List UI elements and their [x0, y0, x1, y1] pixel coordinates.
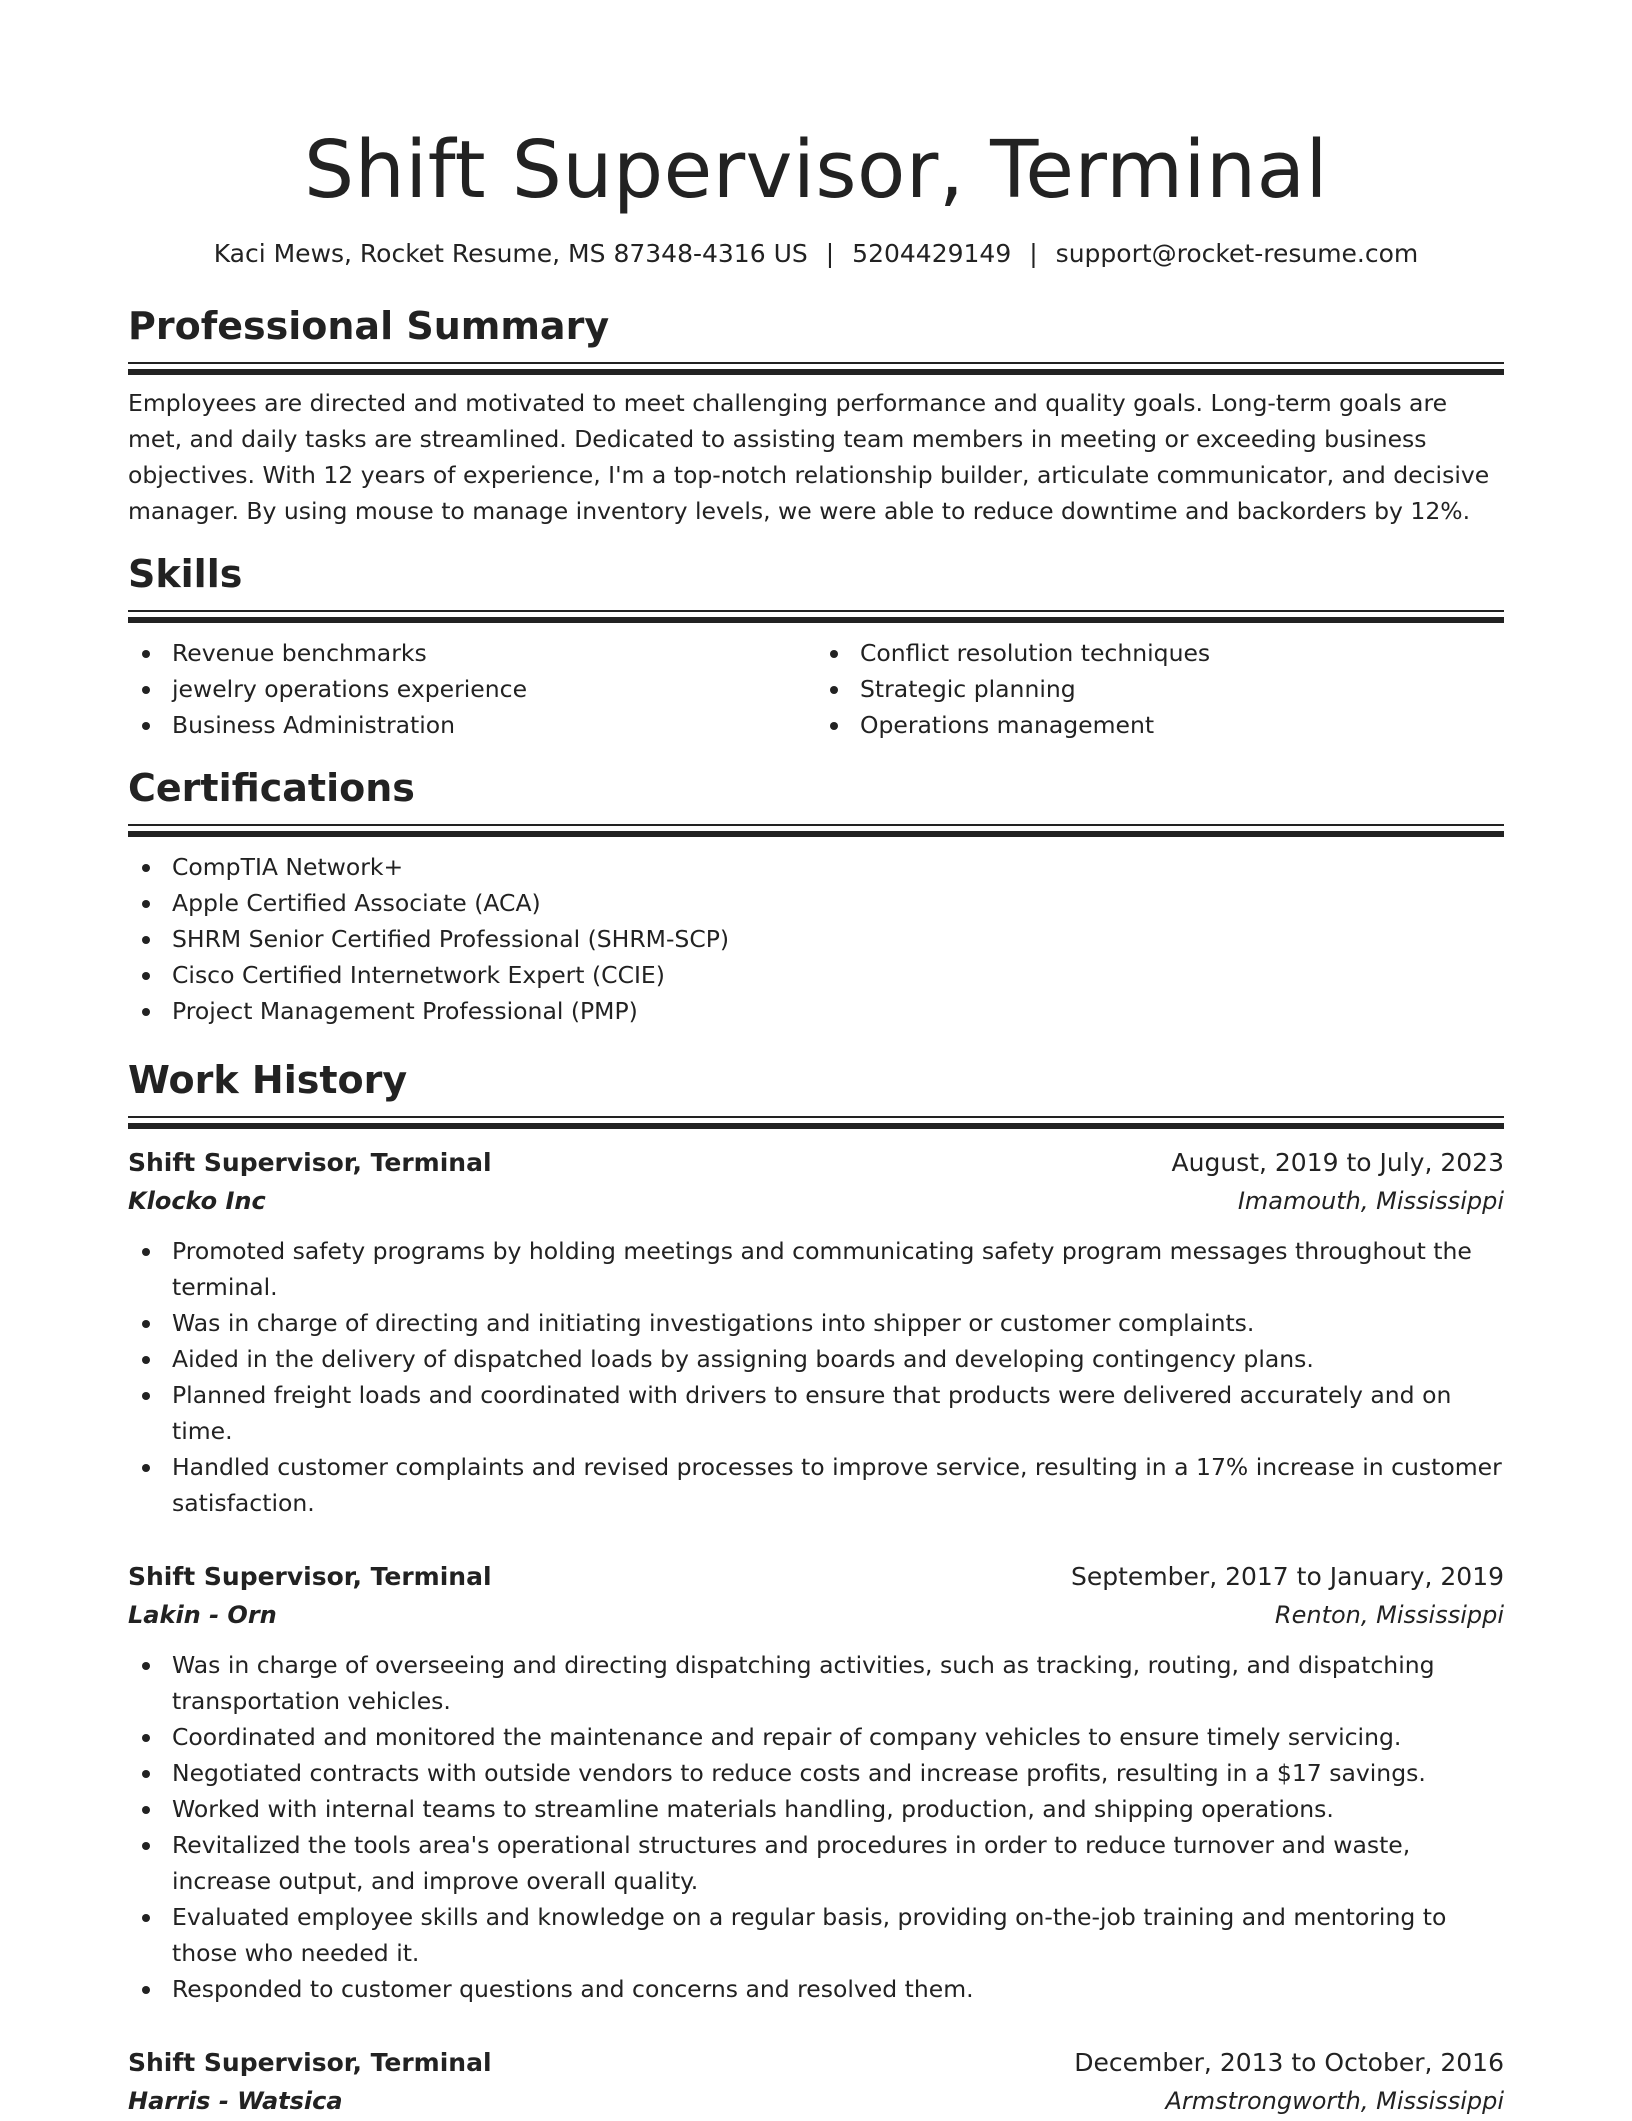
contact-phone: 5204429149: [852, 239, 1012, 268]
certifications-section: [128, 763, 1504, 1029]
contact-email: support@rocket-resume.com: [1055, 239, 1419, 268]
job-company: Harris - Watsica: [128, 2087, 343, 2115]
job-title: Shift Supervisor, Terminal: [128, 2048, 492, 2077]
job-company: Lakin - Orn: [128, 1601, 277, 1629]
job-subheader: [128, 2081, 1504, 2121]
contact-line: [128, 237, 1504, 271]
contact-separator: |: [825, 239, 835, 268]
job-dates: December, 2013 to October, 2016: [1074, 2048, 1504, 2077]
job-bullet: Worked with internal teams to streamline materials handling, production, and shipping operations.: [128, 1791, 1504, 1827]
skill-item: jewelry operations experience: [128, 671, 816, 707]
job-entry: [128, 1559, 1504, 2007]
skills-column-left: [128, 635, 816, 743]
job-bullet: Coordinated and monitored the maintenance and repair of company vehicles to ensure timely servicing.: [128, 1719, 1504, 1755]
certification-item: SHRM Senior Certified Professional (SHRM-SCP): [128, 921, 1504, 957]
certification-item: Apple Certified Associate (ACA): [128, 885, 1504, 921]
skill-item: Revenue benchmarks: [128, 635, 816, 671]
job-bullet: Aided in the delivery of dispatched loads by assigning boards and developing contingency plans.: [128, 1341, 1504, 1377]
skill-item: Operations management: [816, 707, 1504, 743]
job-bullet: Negotiated contracts with outside vendors to reduce costs and increase profits, resulting in a $17 savings.: [128, 1755, 1504, 1791]
skill-item: Business Administration: [128, 707, 816, 743]
job-subheader: [128, 1181, 1504, 1221]
job-entry: [128, 2045, 1504, 2121]
job-bullet: Planned freight loads and coordinated with drivers to ensure that products were delivered accurately and on time.: [128, 1377, 1504, 1449]
summary-text: Employees are directed and motivated to meet challenging performance and quality goals. Long-term goals are met, and daily tasks are streamlined. Dedicated to assisting team members in meeting or exceeding business objectives. With 12 years of experience, I'm a top-notch relationship builder, articulate communicator, and decisive manager. By using mouse to manage inventory levels, we were able to reduce downtime and backorders by 12%.: [128, 389, 1490, 525]
certification-item: Cisco Certified Internetwork Expert (CCIE): [128, 957, 1504, 993]
skills-section: [128, 549, 1504, 743]
job-header: [128, 2045, 1504, 2081]
job-bullet: Was in charge of directing and initiating investigations into shipper or customer complaints.: [128, 1305, 1504, 1341]
job-location: Armstrongworth, Mississippi: [1165, 2087, 1504, 2115]
skill-item: Strategic planning: [816, 671, 1504, 707]
section-title-certifications: Certifications: [128, 766, 415, 810]
job-bullet-list: [128, 1647, 1504, 2007]
job-company: Klocko Inc: [128, 1187, 266, 1215]
job-title: Shift Supervisor, Terminal: [128, 1562, 492, 1591]
job-bullet: Promoted safety programs by holding meetings and communicating safety program messages throughout the terminal.: [128, 1233, 1504, 1305]
job-subheader: [128, 1595, 1504, 1635]
section-title-work-history: Work History: [128, 1058, 408, 1102]
section-title-summary: Professional Summary: [128, 304, 610, 348]
job-title: Shift Supervisor, Terminal: [128, 1148, 492, 1177]
job-bullet: Revitalized the tools area's operational structures and procedures in order to reduce turnover and waste, increase output, and improve overall quality.: [128, 1827, 1504, 1899]
job-entry: [128, 1145, 1504, 1521]
skills-grid: [128, 635, 1504, 743]
work-history-section: [128, 1055, 1504, 2121]
summary-section: [128, 301, 1504, 529]
job-dates: September, 2017 to January, 2019: [1071, 1562, 1504, 1591]
section-divider: [128, 824, 1504, 837]
job-dates: August, 2019 to July, 2023: [1171, 1148, 1504, 1177]
certification-item: Project Management Professional (PMP): [128, 993, 1504, 1029]
job-header: [128, 1145, 1504, 1181]
job-bullet: Was in charge of overseeing and directing dispatching activities, such as tracking, routing, and dispatching transportation vehicles.: [128, 1647, 1504, 1719]
certification-item: CompTIA Network+: [128, 849, 1504, 885]
job-bullet: Responded to customer questions and concerns and resolved them.: [128, 1971, 1504, 2007]
job-location: Imamouth, Mississippi: [1237, 1187, 1504, 1215]
job-bullet: Evaluated employee skills and knowledge on a regular basis, providing on-the-job training and mentoring to those who needed it.: [128, 1899, 1504, 1971]
contact-address: Kaci Mews, Rocket Resume, MS 87348-4316 US: [213, 239, 808, 268]
skill-item: Conflict resolution techniques: [816, 635, 1504, 671]
section-title-skills: Skills: [128, 552, 243, 596]
job-location: Renton, Mississippi: [1274, 1601, 1504, 1629]
section-divider: [128, 1116, 1504, 1129]
contact-separator: |: [1029, 239, 1038, 268]
section-divider: [128, 610, 1504, 623]
job-bullet-list: [128, 1233, 1504, 1521]
job-header: [128, 1559, 1504, 1595]
job-bullet: Handled customer complaints and revised processes to improve service, resulting in a 17% increase in customer satisfaction.: [128, 1449, 1504, 1521]
section-divider: [128, 362, 1504, 375]
resume-name: Shift Supervisor, Terminal: [304, 124, 1328, 216]
skills-column-right: [816, 635, 1504, 743]
certification-list: [128, 849, 1504, 1029]
